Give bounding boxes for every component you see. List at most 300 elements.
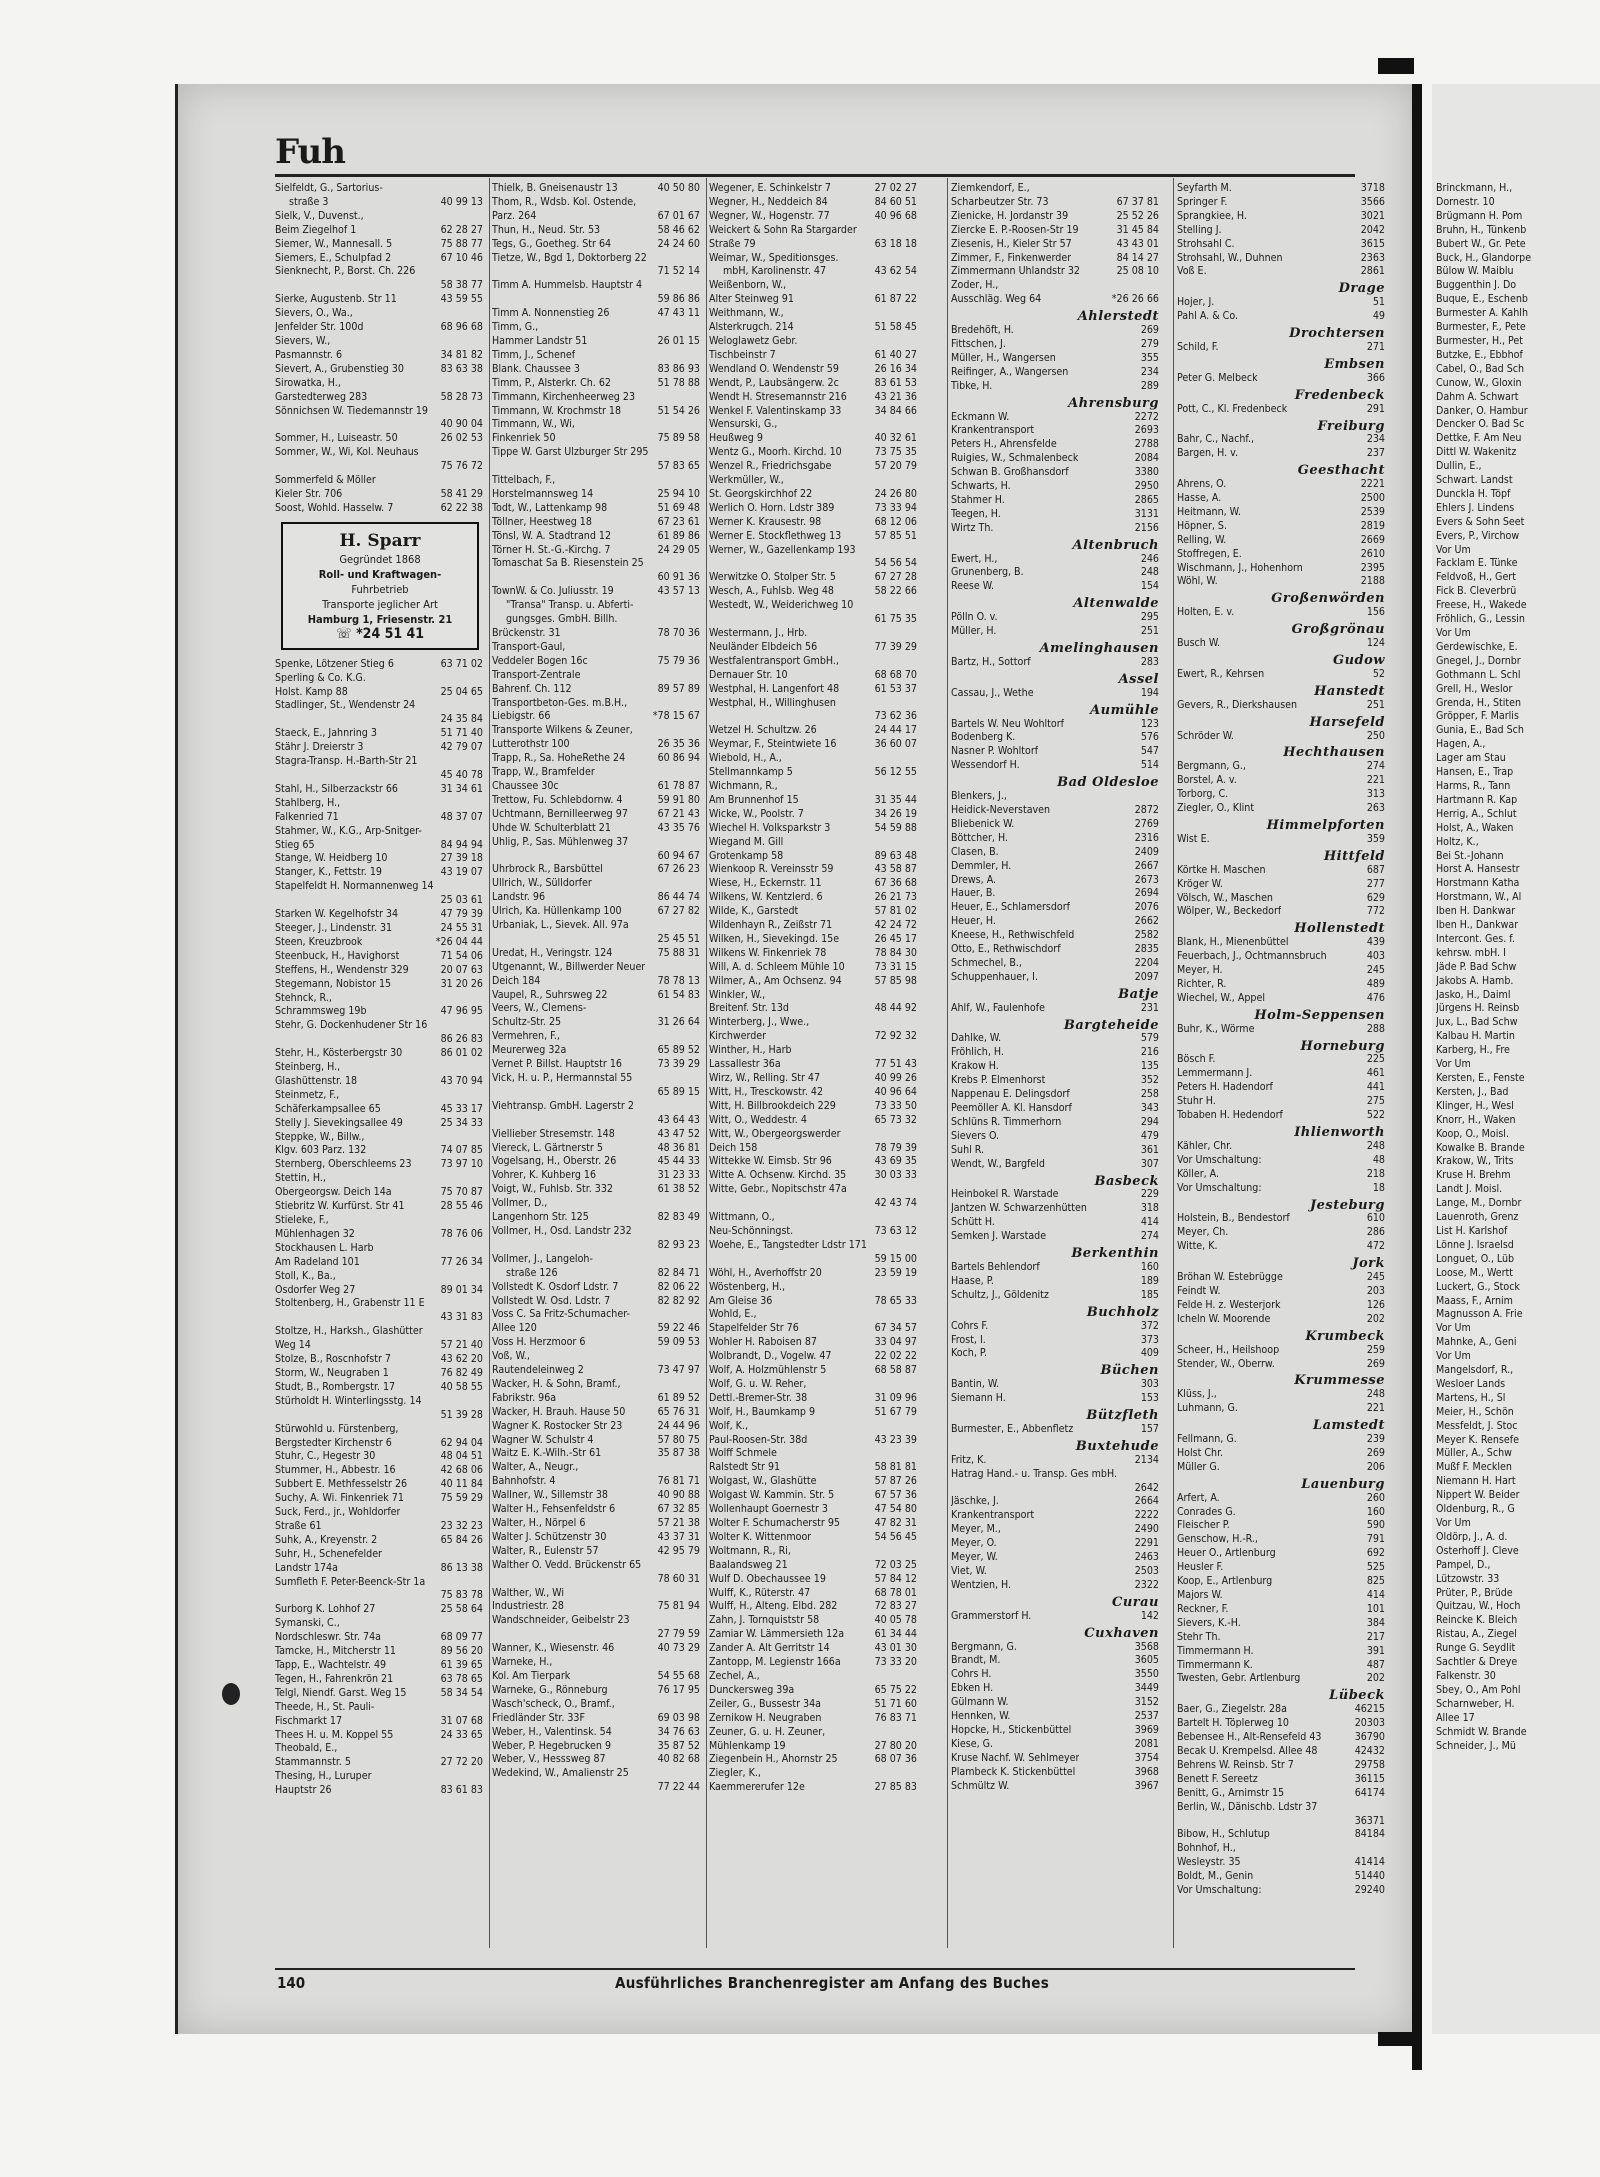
entry-name: Reifinger, A., Wangersen (951, 365, 1069, 378)
entry-name: Hopcke, H., Stickenbüttel (951, 1723, 1072, 1736)
directory-entry (1177, 1547, 1385, 1561)
directory-entry (1177, 606, 1385, 620)
directory-entry (492, 1086, 700, 1100)
next-page-entry: Scharnweber, H. (1436, 1697, 1515, 1710)
entry-name: Brückenstr. 31 (492, 627, 561, 639)
phone-number: 72 92 32 (874, 1030, 917, 1043)
next-page-entry: Nippert W. Beider (1436, 1489, 1520, 1502)
phone-number: 75 89 58 (657, 432, 700, 445)
entry-name: Breitenf. Str. 13d (709, 1002, 789, 1015)
entry-name: Suck, Ferd., jr., Wohldorfer (275, 1506, 401, 1519)
entry-name: Schäferkampsallee 65 (275, 1102, 381, 1115)
entry-name: Stahlberg, H., (275, 796, 341, 809)
next-page-entry: Lauenroth, Grenz (1436, 1211, 1519, 1224)
phone-number: 82 83 49 (657, 1211, 700, 1224)
entry-name: Transport-Zentrale (492, 668, 581, 681)
directory-entry (709, 697, 917, 711)
entry-name: Westphal, H. Langenfort 48 (709, 682, 840, 695)
directory-entry (709, 919, 917, 933)
phone-number: 67 36 68 (874, 877, 917, 890)
directory-entry (951, 1454, 1159, 1468)
directory-entry (492, 1545, 700, 1559)
phone-number: 78 70 36 (657, 627, 700, 639)
phone-number: 2291 (1134, 1537, 1159, 1550)
directory-entry (1177, 238, 1385, 252)
entry-name: Stehr, H., Kösterbergstr 30 (275, 1047, 403, 1060)
directory-entry (275, 1005, 483, 1019)
entry-name: Steen, Kreuzbrook (275, 935, 363, 948)
directory-entry (709, 627, 917, 641)
directory-entry (1177, 1433, 1385, 1447)
directory-entry (275, 474, 483, 488)
entry-name: Heinbokel R. Warstade (951, 1188, 1059, 1201)
next-page-entry: Schneider, J., Mü (1436, 1739, 1516, 1752)
next-page-entry: List H. Karlshof (1436, 1224, 1508, 1237)
directory-entry (275, 1715, 483, 1729)
entry-name: Busch W. (1177, 637, 1221, 650)
town-heading: Holm-Seppensen (1254, 1007, 1385, 1023)
directory-entry (951, 522, 1159, 536)
phone-number: 73 62 36 (874, 710, 917, 723)
entry-name: Nordschleswr. Str. 74a (275, 1631, 382, 1644)
directory-entry (709, 891, 917, 905)
directory-entry (951, 929, 1159, 943)
entry-name: Thees H. u. M. Koppel 55 (275, 1728, 394, 1741)
next-page-entry: Kalbau H. Martin (1436, 1030, 1515, 1043)
directory-entry (951, 874, 1159, 888)
phone-number: 34 26 19 (874, 807, 917, 820)
entry-name: Westermann, J., Hrb. (709, 627, 808, 639)
entry-name: Sielk, V., Duvenst., (275, 209, 364, 222)
next-page-entry: Vor Um (1436, 543, 1471, 556)
entry-name: Koop, E., Artlenburg (1177, 1575, 1273, 1588)
entry-name: Westfalentransport GmbH., (709, 654, 839, 667)
directory-entry (951, 279, 1159, 293)
phone-number: 687 (1366, 863, 1385, 876)
column-2 (492, 182, 700, 1942)
phone-number: 229 (1140, 1188, 1159, 1201)
directory-entry (1177, 1109, 1385, 1123)
directory-entry (492, 683, 700, 697)
entry-name: Wiechel H. Volksparkstr 3 (709, 821, 831, 834)
phone-number: 60 91 36 (657, 571, 700, 584)
entry-name: Wenzel R., Friedrichsgabe (709, 460, 832, 473)
directory-entry (492, 919, 700, 933)
directory-entry (1177, 520, 1385, 534)
directory-entry (1177, 1168, 1385, 1182)
phone-number: 61 38 52 (657, 1183, 700, 1196)
ad-line: Fuhrbetrieb (351, 582, 409, 596)
phone-number: 2664 (1134, 1495, 1159, 1508)
directory-entry (492, 363, 700, 377)
phone-number: 61 34 44 (874, 1628, 917, 1641)
entry-name: Reckner, F. (1177, 1602, 1229, 1615)
directory-entry (275, 307, 483, 321)
directory-entry (492, 391, 700, 405)
entry-name: Symanski, C., (275, 1617, 340, 1630)
entry-name: Vollmer, J., Langeloh- (492, 1252, 593, 1265)
directory-entry (1177, 1492, 1385, 1506)
phone-number: 366 (1366, 371, 1385, 384)
entry-name: Stürholdt H. Winterlingsstg. 14 (275, 1394, 422, 1407)
entry-name: Wittekke W. Eimsb. Str 96 (709, 1155, 832, 1168)
directory-entry (709, 1197, 917, 1211)
phone-number: 57 87 26 (874, 1475, 917, 1488)
phone-number: 2537 (1134, 1710, 1159, 1723)
directory-entry (951, 1468, 1159, 1482)
entry-name: Bredehöft, H. (951, 324, 1014, 337)
phone-number: 3968 (1134, 1765, 1159, 1778)
page-title: Fuh (275, 132, 345, 172)
phone-number: 2156 (1134, 521, 1159, 534)
phone-number: 414 (1366, 1589, 1385, 1601)
directory-entry (951, 366, 1159, 380)
directory-entry (492, 669, 700, 683)
next-page-entry: Kersten, J., Bad (1436, 1085, 1509, 1098)
phone-number: 24 29 05 (657, 543, 700, 556)
directory-entry (275, 922, 483, 936)
directory-entry (492, 1420, 700, 1434)
phone-number: 203 (1366, 1284, 1385, 1297)
entry-name: Timm, P., Alsterkr. Ch. 62 (492, 376, 611, 389)
entry-name: Stoll, K., Ba., (275, 1269, 336, 1282)
entry-name: Vermehren, F., (492, 1030, 560, 1043)
entry-name: Bröhan W. Estebrügge (1177, 1271, 1283, 1284)
phone-number: 2669 (1360, 533, 1385, 546)
entry-name: Sielfeldt, G., Sartorius- (275, 182, 383, 194)
phone-number: 259 (1366, 1343, 1385, 1356)
entry-name: Westphal, H., Willinghusen (709, 696, 836, 709)
directory-entry (275, 964, 483, 978)
directory-entry (709, 752, 917, 766)
directory-entry (951, 380, 1159, 394)
entry-name: Wiegand M. Gill (709, 835, 784, 848)
directory-entry (709, 1531, 917, 1545)
phone-number: 43 31 83 (440, 1311, 483, 1324)
phone-number: 274 (1140, 1230, 1159, 1243)
next-page-entry: Intercont. Ges. f. (1436, 932, 1515, 945)
entry-name: Springer F. (1177, 195, 1228, 208)
phone-number: 547 (1140, 745, 1159, 758)
directory-entry (492, 697, 700, 711)
entry-name: Warneke, H., (492, 1656, 553, 1669)
entry-name: Wollenhaupt Goernestr 3 (709, 1503, 828, 1516)
entry-name: Wagner W. Schulstr 4 (492, 1433, 594, 1446)
entry-name: Benett F. Sereetz (1177, 1772, 1258, 1785)
directory-entry (492, 627, 700, 641)
directory-entry (709, 238, 917, 252)
entry-name: Vor Umschaltung: (1177, 1884, 1262, 1897)
entry-name: Bahrenf. Ch. 112 (492, 682, 572, 695)
directory-entry (275, 1381, 483, 1395)
entry-name: Voss C. Sa Fritz-Schumacher- (492, 1308, 630, 1321)
phone-number: 27 85 83 (874, 1781, 917, 1794)
phone-number: 43 59 55 (440, 293, 483, 306)
phone-number: 194 (1140, 686, 1159, 699)
town-heading: Jesteburg (1310, 1197, 1385, 1213)
phone-number: 29240 (1354, 1884, 1385, 1897)
entry-name: Deich 158 (709, 1141, 758, 1154)
phone-number: 47 96 95 (440, 1005, 483, 1018)
phone-number: 3566 (1360, 195, 1385, 208)
directory-entry (275, 658, 483, 672)
phone-number: 2503 (1134, 1565, 1159, 1577)
directory-entry (709, 405, 917, 419)
next-page-entry: Gothmann L. Schl (1436, 668, 1521, 681)
directory-entry (709, 961, 917, 975)
entry-name: Semken J. Warstade (951, 1230, 1047, 1243)
phone-number: 291 (1366, 402, 1385, 415)
directory-entry (951, 566, 1159, 580)
entry-name: Sumfleth F. Peter-Beenck-Str 1a (275, 1575, 426, 1588)
directory-entry (492, 1267, 700, 1281)
directory-entry (1177, 562, 1385, 576)
directory-entry (709, 1169, 917, 1183)
entry-name: Baalandsweg 21 (709, 1558, 788, 1571)
phone-number: 73 33 50 (874, 1099, 917, 1112)
directory-entry (1177, 978, 1385, 992)
entry-name: Lassallestr 36a (709, 1058, 781, 1071)
directory-entry (275, 349, 483, 363)
phone-number: 25 04 65 (440, 685, 483, 698)
entry-name: Baer, G., Ziegelstr. 28a (1177, 1703, 1287, 1716)
phone-number: 217 (1366, 1630, 1385, 1643)
entry-name: Gevers, R., Dierkshausen (1177, 698, 1298, 711)
directory-entry (709, 544, 917, 558)
phone-number: 67 21 43 (657, 807, 700, 820)
next-page-entry: Harms, R., Tann (1436, 779, 1511, 792)
entry-name: Landstr. 96 (492, 891, 546, 904)
entry-name: Ahlf, W., Faulenhofe (951, 1001, 1045, 1014)
directory-entry (275, 1742, 483, 1756)
entry-name: Steeger, J., Lindenstr. 31 (275, 921, 393, 934)
phone-number: 68 09 77 (440, 1631, 483, 1644)
town-heading: Drage (1338, 281, 1385, 297)
phone-number: 57 84 12 (874, 1572, 917, 1585)
directory-entry (1177, 1388, 1385, 1402)
directory-entry (492, 1253, 700, 1267)
entry-name: Wanner, K., Wiesenstr. 46 (492, 1642, 615, 1655)
entry-name: Peter G. Melbeck (1177, 371, 1258, 384)
directory-entry (492, 1392, 700, 1406)
phone-number: 2134 (1134, 1453, 1159, 1466)
directory-entry (709, 1030, 917, 1044)
entry-name: Nappenau E. Delingsdorf (951, 1088, 1070, 1101)
entry-name: Nasner P. Wohltorf (951, 745, 1039, 758)
directory-entry (1177, 447, 1385, 461)
entry-name: Weber, V., Hesssweg 87 (492, 1753, 606, 1766)
next-page-entry: Reincke K. Bleich (1436, 1614, 1518, 1627)
next-page-entry: Luckert, G., Stock (1436, 1280, 1520, 1293)
entry-name: Conrades G. (1177, 1505, 1236, 1518)
phone-number: 67 10 46 (440, 251, 483, 264)
directory-entry (275, 1617, 483, 1631)
phone-number: 59 91 80 (657, 793, 700, 806)
directory-entry (709, 1044, 917, 1058)
entry-name: Ullrich, W., Sülldorfer (492, 877, 592, 890)
entry-name: Wolter F. Schumacherstr 95 (709, 1517, 840, 1529)
entry-name: Heitmann, W. (1177, 505, 1241, 518)
directory-entry (709, 599, 917, 613)
next-page-entry: Krakow, W., Trits (1436, 1155, 1514, 1168)
phone-number: 82 93 23 (657, 1238, 700, 1251)
directory-entry (951, 1579, 1159, 1593)
entry-name: Sievers, O., Wa., (275, 307, 353, 320)
phone-number: 45 44 33 (657, 1155, 700, 1168)
directory-entry (1177, 788, 1385, 802)
entry-name: Langenhorn Str. 125 (492, 1211, 589, 1224)
directory-entry (275, 210, 483, 224)
directory-entry (1177, 506, 1385, 520)
entry-name: Wildenhayn R., Zeißstr 71 (709, 919, 833, 932)
entry-name: Timmann, W. Krochmstr 18 (492, 404, 622, 417)
phone-number: 48 36 81 (657, 1141, 700, 1154)
entry-name: Schütt H. (951, 1216, 995, 1229)
directory-entry (1177, 224, 1385, 238)
column-divider (706, 178, 707, 1948)
next-page-entry: Karberg, H., Fre (1436, 1044, 1510, 1057)
entry-name: Witte A. Ochsenw. Kirchd. 35 (709, 1169, 847, 1182)
town-heading: Großenwörden (1271, 591, 1385, 607)
next-page-entry: Sachtler & Dreye (1436, 1656, 1518, 1669)
entry-name: Neuländer Elbdeich 56 (709, 640, 818, 653)
phone-number: 295 (1140, 611, 1159, 624)
entry-name: Werkmüller, W., (709, 474, 784, 487)
entry-name: Heuer, H. (951, 915, 996, 928)
next-page-entry: Mahnke, A., Geni (1436, 1336, 1517, 1349)
directory-entry (275, 950, 483, 964)
directory-entry (709, 877, 917, 891)
entry-name: Scharbeutzer Str. 73 (951, 195, 1049, 208)
phone-number: 71 52 14 (657, 265, 700, 278)
town-heading: Hanstedt (1314, 683, 1385, 699)
directory-entry (1177, 730, 1385, 744)
entry-name: Schrammsweg 19b (275, 1005, 367, 1018)
entry-name: Holstein, B., Bendestorf (1177, 1212, 1290, 1225)
town-heading: Drochtersen (1289, 326, 1385, 342)
directory-entry (492, 377, 700, 391)
directory-entry (275, 279, 483, 293)
entry-name: Cohrs F. (951, 1319, 989, 1332)
entry-name: Fabrikstr. 96a (492, 1391, 557, 1404)
entry-name: Witt, O., Weddestr. 4 (709, 1113, 807, 1126)
entry-name: Stiebritz W. Kurfürst. Str 41 (275, 1200, 405, 1213)
next-page-entry: Ristau, A., Ziegel (1436, 1628, 1517, 1641)
next-page-entry: Dornestr. 10 (1436, 195, 1495, 208)
entry-name: Tietze, W., Bgd 1, Doktorberg 22 (492, 251, 647, 264)
entry-name: Pölln O. v. (951, 611, 998, 624)
directory-entry (1177, 265, 1385, 279)
phone-number: 57 83 65 (657, 460, 700, 473)
next-page-entry: Schwart. Landst (1436, 474, 1513, 487)
phone-number: 239 (1366, 1433, 1385, 1446)
phone-number: 135 (1140, 1060, 1159, 1073)
directory-entry (275, 1228, 483, 1242)
directory-entry (709, 363, 917, 377)
phone-number: 26 16 34 (874, 362, 917, 375)
phone-number: 352 (1140, 1074, 1159, 1087)
directory-entry (492, 307, 700, 321)
entry-name: Krakow H. (951, 1060, 999, 1073)
directory-entry (709, 1781, 917, 1795)
directory-entry (1177, 1140, 1385, 1154)
phone-number: 40 73 29 (657, 1642, 700, 1655)
phone-number: 51440 (1354, 1870, 1385, 1883)
directory-entry (709, 1350, 917, 1364)
entry-name: Mühlenhagen 32 (275, 1227, 355, 1240)
entry-name: Surborg K. Lohhof 27 (275, 1603, 376, 1616)
directory-entry (1177, 403, 1385, 417)
entry-name: Suhr, H., Schenefelder (275, 1547, 382, 1560)
entry-name: Siemann H. (951, 1392, 1006, 1405)
phone-number: 189 (1140, 1274, 1159, 1287)
directory-entry (492, 293, 700, 307)
next-page-entry: Messfeldt, J. Stoc (1436, 1419, 1518, 1432)
entry-name: Völsch, W., Maschen (1177, 891, 1273, 904)
entry-name: Sönnichsen W. Tiedemannstr 19 (275, 404, 428, 417)
entry-name: Woltmann, R., Ri, (709, 1544, 791, 1557)
entry-name: Wulff, H., Alteng. Elbd. 282 (709, 1600, 838, 1613)
directory-entry (492, 474, 700, 488)
town-heading: Gudow (1332, 653, 1385, 668)
phone-number: 51 71 40 (440, 727, 483, 740)
directory-entry (275, 1478, 483, 1492)
phone-number: 26 02 53 (440, 432, 483, 445)
directory-entry (492, 933, 700, 947)
directory-entry (709, 1628, 917, 1642)
next-page-entry: Horstmann Katha (1436, 877, 1520, 890)
next-page-entry: Holst, A., Waken (1436, 821, 1514, 834)
phone-number: 2582 (1134, 929, 1159, 942)
entry-name: Wirz, W., Relling. Str 47 (709, 1072, 821, 1084)
entry-name: Timmermann H. (1177, 1644, 1254, 1657)
entry-name: Veddeler Bogen 16c (492, 654, 588, 667)
directory-entry (951, 553, 1159, 567)
phone-number: 48 (1372, 1153, 1385, 1166)
next-page-entry: Prüter, P., Brüde (1436, 1586, 1513, 1599)
entry-name: Stagra-Transp. H.-Barth-Str 21 (275, 755, 418, 768)
entry-name: Genschow, H.-R., (1177, 1533, 1258, 1546)
directory-entry (492, 961, 700, 975)
phone-number: 384 (1366, 1616, 1385, 1629)
entry-name: Walter H., Fehsenfeldstr 6 (492, 1503, 616, 1516)
next-page-entry: Dettke, F. Am Neu (1436, 432, 1522, 445)
phone-number: 59 22 46 (657, 1322, 700, 1335)
directory-entry (275, 1562, 483, 1576)
phone-number: 67 01 67 (657, 209, 700, 222)
entry-name: Wegener, E. Schinkelstr 7 (709, 182, 831, 194)
phone-number: 60 86 94 (657, 752, 700, 765)
entry-name: Sirowatka, H., (275, 376, 341, 389)
directory-entry (492, 571, 700, 585)
entry-name: Stadlinger, St., Wendenstr 24 (275, 699, 416, 712)
directory-entry (709, 1142, 917, 1156)
directory-entry (951, 411, 1159, 425)
directory-entry (709, 1308, 917, 1322)
directory-entry (709, 1128, 917, 1142)
directory-entry (492, 877, 700, 891)
phone-number: 67 37 81 (1116, 195, 1159, 208)
entry-name: Stoltenberg, H., Grabenstr 11 E (275, 1297, 425, 1310)
phone-number: 75 88 77 (440, 237, 483, 250)
entry-name: Witt, H., Tresckowstr. 42 (709, 1085, 824, 1098)
directory-entry (275, 894, 483, 908)
directory-entry (492, 210, 700, 224)
phone-number: 86 01 02 (440, 1047, 483, 1060)
directory-entry (1177, 1731, 1385, 1745)
phone-number: 313 (1366, 788, 1385, 801)
phone-number: 248 (1140, 566, 1159, 579)
